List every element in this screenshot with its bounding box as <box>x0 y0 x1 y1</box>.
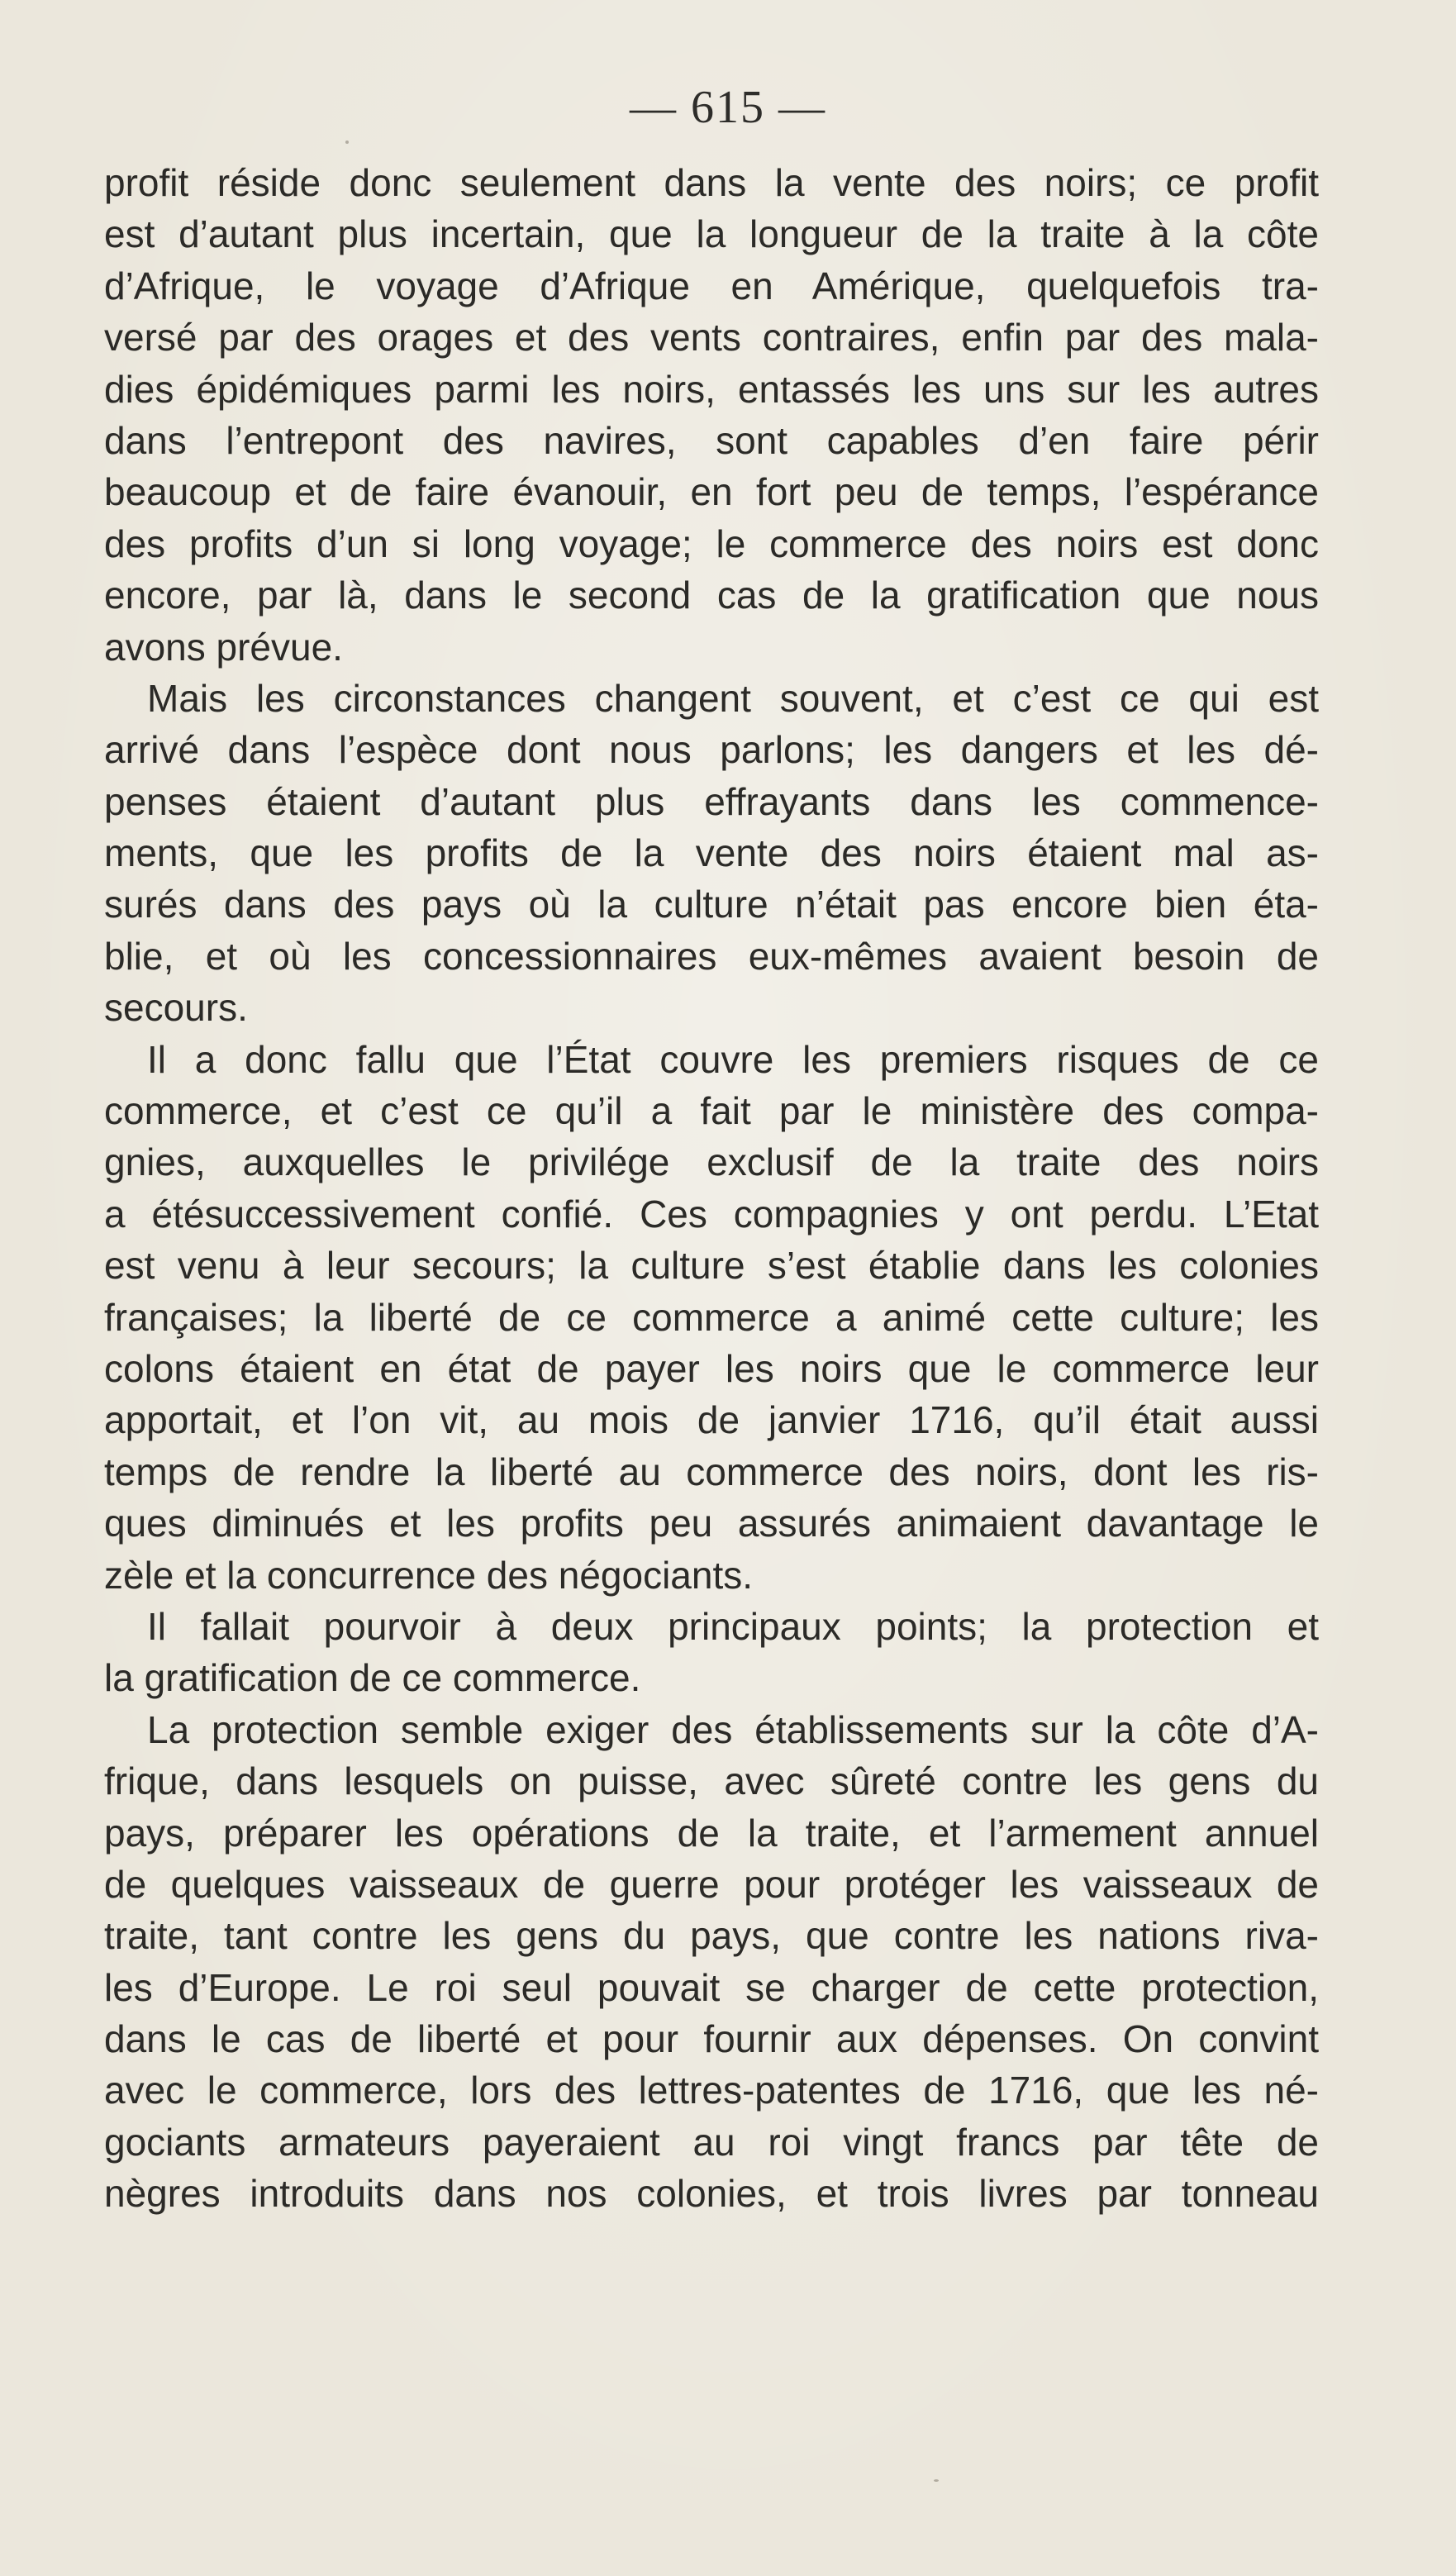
text-line: temps de rendre la liberté au commerce des noirs, dont les ris- <box>104 1450 1319 1493</box>
text-line: les d’Europe. Le roi seul pouvait se charger de cette protection, <box>104 1965 1319 2009</box>
text-line: beaucoup et de faire évanouir, en fort peu de temps, l’espérance <box>104 470 1319 514</box>
text-line: Il fallait pourvoir à deux principaux points; la protection et <box>147 1604 1319 1648</box>
text-line: encore, par là, dans le second cas de la gratification que nous <box>104 574 1319 617</box>
text-line: dans l’entrepont des navires, sont capables d’en faire périr <box>104 418 1319 462</box>
text-line: versé par des orages et des vents contraires, enfin par des mala- <box>104 316 1319 359</box>
text-line: dies épidémiques parmi les noirs, entassés les uns sur les autres <box>104 367 1319 411</box>
text-line: Il a donc fallu que l’État couvre les premiers risques de ce <box>147 1037 1319 1081</box>
text-line: gociants armateurs payeraient au roi vingt francs par tête de <box>104 2120 1319 2164</box>
text-line: blie, et où les concessionnaires eux-mêmes avaient besoin de <box>104 934 1319 978</box>
body-text <box>104 157 1319 2220</box>
text-line: ments, que les profits de la vente des noirs étaient mal as- <box>104 831 1319 875</box>
text-line: la gratification de ce commerce. <box>104 1656 641 1700</box>
text-line: avec le commerce, lors des lettres-patentes de 1716, que les né- <box>104 2069 1319 2112</box>
text-line: de quelques vaisseaux de guerre pour protéger les vaisseaux de <box>104 1862 1319 1906</box>
text-line: a étésuccessivement confié. Ces compagnies y ont perdu. L’Etat <box>104 1192 1319 1236</box>
text-line: colons étaient en état de payer les noirs que le commerce leur <box>104 1346 1319 1390</box>
text-line: est venu à leur secours; la culture s’est établie dans les colonies <box>104 1244 1319 1288</box>
text-line: dans le cas de liberté et pour fournir aux dépenses. On convint <box>104 2017 1319 2061</box>
text-line: profit réside donc seulement dans la vente des noirs; ce profit <box>104 161 1319 204</box>
text-line: frique, dans lesquels on puisse, avec sûreté contre les gens du <box>104 1759 1319 1803</box>
text-line: traite, tant contre les gens du pays, que contre les nations riva- <box>104 1914 1319 1958</box>
paper-speck <box>934 2479 939 2482</box>
text-line: pays, préparer les opérations de la traite, et l’armement annuel <box>104 1811 1319 1855</box>
text-line: zèle et la concurrence des négociants. <box>104 1553 754 1597</box>
text-line: ques diminués et les profits peu assurés animaient davantage le <box>104 1502 1319 1545</box>
paper-speck <box>345 140 349 144</box>
text-line: commerce, et c’est ce qu’il a fait par le ministère des compa- <box>104 1089 1319 1133</box>
text-line: françaises; la liberté de ce commerce a animé cette culture; les <box>104 1295 1319 1339</box>
text-line: est d’autant plus incertain, que la longueur de la traite à la côte <box>104 212 1319 256</box>
page-number: — 615 — <box>630 82 826 133</box>
text-line: penses étaient d’autant plus effrayants dans les commence- <box>104 779 1319 823</box>
text-line: La protection semble exiger des établissements sur la côte d’A- <box>147 1707 1319 1751</box>
text-line: arrivé dans l’espèce dont nous parlons; les dangers et les dé- <box>104 728 1319 772</box>
text-line: nègres introduits dans nos colonies, et trois livres par tonneau <box>104 2172 1319 2216</box>
text-line: des profits d’un si long voyage; le commerce des noirs est donc <box>104 521 1319 565</box>
text-line: avons prévue. <box>104 625 343 669</box>
text-line: surés dans des pays où la culture n’était pas encore bien éta- <box>104 883 1319 926</box>
text-line: gnies, auxquelles le privilége exclusif de la traite des noirs <box>104 1140 1319 1184</box>
text-line: secours. <box>104 986 248 1030</box>
text-line: Mais les circonstances changent souvent, et c’est ce qui est <box>147 676 1319 720</box>
text-line: apportait, et l’on vit, au mois de janvier 1716, qu’il était aussi <box>104 1398 1319 1442</box>
text-line: d’Afrique, le voyage d’Afrique en Amérique, quelquefois tra- <box>104 264 1319 307</box>
